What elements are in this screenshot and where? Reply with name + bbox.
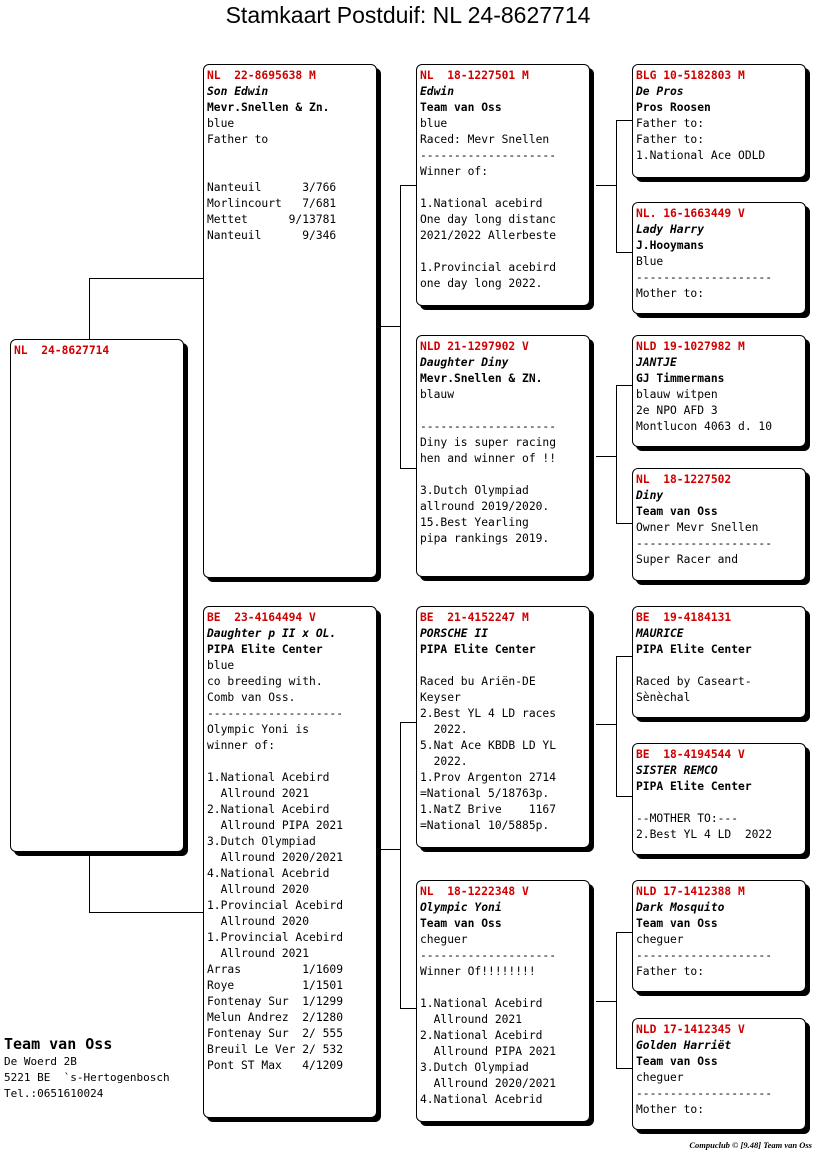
info-line: Father to: [207, 133, 269, 146]
pigeon-name: Golden Harriët: [636, 1039, 732, 1052]
info-line: winner of:: [207, 739, 276, 752]
info-line: cheguer: [636, 1071, 684, 1084]
ring-number: NLD 17-1412345 V: [636, 1023, 745, 1036]
pigeon-card-sire-sire: [416, 64, 590, 306]
breeder-name: Mevr.Snellen & Zn.: [207, 101, 330, 114]
page-title: Stamkaart Postduif: NL 24-8627714: [225, 2, 591, 28]
ring-number: BE 18-4194544 V: [636, 748, 745, 761]
breeder-name: Team van Oss: [420, 917, 502, 930]
pigeon-name: Diny: [636, 489, 664, 502]
info-line: pipa rankings 2019.: [420, 532, 550, 545]
info-line: 15.Best Yearling: [420, 516, 529, 529]
info-line: Nanteuil 9/346: [207, 229, 337, 242]
info-line: Father to:: [636, 117, 705, 130]
info-line: Sènèchal: [636, 691, 691, 704]
info-line: Mettet 9/13781: [207, 213, 337, 226]
info-line: =National 10/5885p.: [420, 819, 550, 832]
info-line: cheguer: [636, 933, 684, 946]
info-line: [420, 180, 586, 196]
info-line: Fontenay Sur 1/1299: [207, 995, 344, 1008]
ring-number: BE 23-4164494 V: [207, 611, 316, 624]
connector: [89, 278, 90, 340]
pigeon-card-dds: [632, 880, 806, 992]
info-line: [636, 795, 802, 811]
info-line: --------------------: [636, 949, 773, 962]
info-line: Father to:: [636, 133, 705, 146]
info-line: Allround PIPA 2021: [207, 819, 344, 832]
info-line: Diny is super racing: [420, 436, 557, 449]
info-line: 5.Nat Ace KBDB LD YL: [420, 739, 557, 752]
pigeon-card-ddd: [632, 1018, 806, 1130]
ring-number: BE 19-4184131: [636, 611, 732, 624]
ring-number: NL 22-8695638 M: [207, 69, 316, 82]
ring-number: NL 18-1222348 V: [420, 885, 529, 898]
info-line: Allround 2020: [207, 915, 310, 928]
info-line: [207, 754, 373, 770]
info-line: blue: [420, 117, 448, 130]
connector: [596, 724, 616, 725]
info-line: --------------------: [420, 949, 557, 962]
ring-number: NLD 19-1027982 M: [636, 340, 745, 353]
pigeon-name: PORSCHE II: [420, 627, 489, 640]
info-line: 1.NatZ Brive 1167: [420, 803, 557, 816]
info-line: Allround 2020/2021: [420, 1077, 557, 1090]
pigeon-name: Edwin: [420, 85, 455, 98]
breeder-name: PIPA Elite Center: [207, 643, 323, 656]
info-line: 1.National Acebird: [420, 997, 543, 1010]
breeder-name: Team van Oss: [636, 505, 718, 518]
breeder-name: PIPA Elite Center: [636, 643, 752, 656]
breeder-name: J.Hooymans: [636, 239, 705, 252]
connector: [616, 385, 617, 523]
info-line: Winner Of!!!!!!!!: [420, 965, 536, 978]
connector: [616, 120, 617, 252]
info-line: Father to:: [636, 965, 705, 978]
pigeon-card-dam-sire: [416, 606, 590, 848]
pigeon-card-dam: [203, 606, 377, 1118]
ring-number: NLD 21-1297902 V: [420, 340, 529, 353]
pigeon-name: Son Edwin: [207, 85, 269, 98]
info-line: 2021/2022 Allerbeste: [420, 229, 557, 242]
info-line: Allround 2020/2021: [207, 851, 344, 864]
ring-number: NL 24-8627714: [14, 344, 110, 357]
ring-number: BLG 10-5182803 M: [636, 69, 745, 82]
info-line: Mother to:: [636, 287, 705, 300]
info-line: [207, 164, 373, 180]
pigeon-name: Olympic Yoni: [420, 901, 502, 914]
info-line: Melun Andrez 2/1280: [207, 1011, 344, 1024]
breeder-name: GJ Timmermans: [636, 372, 725, 385]
info-line: Allround PIPA 2021: [420, 1045, 557, 1058]
info-line: 1.National Acebird: [207, 771, 330, 784]
connector: [596, 185, 616, 186]
pigeon-card-sire-dam: [416, 335, 590, 577]
info-line: --------------------: [420, 149, 557, 162]
owner-phone: Tel.:0651610024: [4, 1087, 104, 1100]
connector: [377, 326, 400, 327]
info-line: Blue: [636, 255, 664, 268]
info-line: Allround 2020: [207, 883, 310, 896]
ring-number: NL 18-1227502: [636, 473, 732, 486]
info-line: --MOTHER TO:---: [636, 812, 739, 825]
info-line: 1.Provincial Acebird: [207, 931, 344, 944]
info-line: allround 2019/2020.: [420, 500, 550, 513]
info-line: one day long 2022.: [420, 277, 543, 290]
ring-number: BE 21-4152247 M: [420, 611, 529, 624]
info-line: [207, 148, 373, 164]
breeder-name: Pros Roosen: [636, 101, 711, 114]
pigeon-card-sdd: [632, 468, 806, 581]
info-line: 4.National Acebrid: [420, 1093, 543, 1106]
ring-number: NL 18-1227501 M: [420, 69, 529, 82]
pigeon-name: Dark Mosquito: [636, 901, 725, 914]
info-line: Roye 1/1501: [207, 979, 344, 992]
info-line: [420, 244, 586, 260]
info-line: 1.National Ace ODLD: [636, 149, 766, 162]
info-line: One day long distanc: [420, 213, 557, 226]
info-line: 2.Best YL 4 LD 2022: [636, 828, 773, 841]
owner-info: [4, 1034, 170, 1102]
info-line: 3.Dutch Olympiad: [420, 1061, 529, 1074]
ring-number: NLD 17-1412388 M: [636, 885, 745, 898]
info-line: Olympic Yoni is: [207, 723, 310, 736]
info-line: Allround 2021: [420, 1013, 523, 1026]
breeder-name: Team van Oss: [420, 101, 502, 114]
info-line: Allround 2021: [207, 787, 310, 800]
connector: [89, 278, 205, 279]
pigeon-name: MAURICE: [636, 627, 684, 640]
info-line: 3.Dutch Olympiad: [420, 484, 529, 497]
breeder-name: Mevr.Snellen & ZN.: [420, 372, 543, 385]
info-line: Nanteuil 3/766: [207, 181, 337, 194]
connector: [616, 932, 617, 1068]
pigeon-card-dsd: [632, 743, 806, 855]
info-line: 2e NPO AFD 3: [636, 404, 718, 417]
pigeon-card-sss: [632, 64, 806, 178]
connector: [596, 1001, 616, 1002]
info-line: 2.Best YL 4 LD races: [420, 707, 557, 720]
info-line: 1.Prov Argenton 2714: [420, 771, 557, 784]
info-line: co breeding with.: [207, 675, 323, 688]
pigeon-name: SISTER REMCO: [636, 764, 718, 777]
info-line: Owner Mevr Snellen: [636, 521, 759, 534]
info-line: 1.Provincial Acebird: [207, 899, 344, 912]
info-line: hen and winner of !!: [420, 452, 557, 465]
pigeon-card-ssd: [632, 202, 806, 314]
info-line: Montlucon 4063 d. 10: [636, 420, 773, 433]
footer-credit: Compuclub © [9.48] Team van Oss: [689, 1140, 812, 1150]
info-line: Arras 1/1609: [207, 963, 344, 976]
connector: [400, 185, 401, 468]
info-line: 2022.: [420, 723, 468, 736]
breeder-name: Team van Oss: [636, 1055, 718, 1068]
info-line: Morlincourt 7/681: [207, 197, 337, 210]
info-line: [420, 980, 586, 996]
info-line: --------------------: [636, 1087, 773, 1100]
info-line: blauw witpen: [636, 388, 718, 401]
connector: [89, 912, 205, 913]
owner-city: 5221 BE `s-Hertogenbosch: [4, 1071, 170, 1084]
pigeon-card-main: [10, 339, 184, 852]
owner-name: Team van Oss: [4, 1035, 113, 1053]
info-line: blue: [207, 117, 235, 130]
info-line: Super Racer and: [636, 553, 739, 566]
pigeon-card-dss: [632, 606, 806, 718]
info-line: 2.National Acebird: [420, 1029, 543, 1042]
pigeon-name: JANTJE: [636, 356, 677, 369]
pigeon-name: Daughter p II x OL.: [207, 627, 337, 640]
info-line: =National 5/18763p.: [420, 787, 550, 800]
owner-address: De Woerd 2B: [4, 1055, 77, 1068]
info-line: [636, 658, 802, 674]
connector: [400, 722, 401, 1008]
pigeon-name: De Pros: [636, 85, 684, 98]
info-line: blauw: [420, 388, 455, 401]
breeder-name: PIPA Elite Center: [636, 780, 752, 793]
info-line: [420, 658, 586, 674]
info-line: Raced bu Ariën-DE: [420, 675, 536, 688]
info-line: --------------------: [420, 420, 557, 433]
connector: [377, 849, 400, 850]
connector: [89, 852, 90, 912]
connector: [596, 456, 616, 457]
pigeon-name: Lady Harry: [636, 223, 705, 236]
info-line: [420, 467, 586, 483]
info-line: 2022.: [420, 755, 468, 768]
pigeon-card-dam-dam: [416, 880, 590, 1122]
info-line: --------------------: [207, 707, 344, 720]
info-line: --------------------: [636, 537, 773, 550]
info-line: Keyser: [420, 691, 461, 704]
info-line: Fontenay Sur 2/ 555: [207, 1027, 344, 1040]
info-line: 1.Provincial acebird: [420, 261, 557, 274]
info-line: --------------------: [636, 271, 773, 284]
connector: [616, 656, 617, 796]
pigeon-card-sire: [203, 64, 377, 578]
info-line: Pont ST Max 4/1209: [207, 1059, 344, 1072]
info-line: Breuil Le Ver 2/ 532: [207, 1043, 344, 1056]
pigeon-name: Daughter Diny: [420, 356, 509, 369]
breeder-name: PIPA Elite Center: [420, 643, 536, 656]
info-line: Winner of:: [420, 165, 489, 178]
info-line: Comb van Oss.: [207, 691, 296, 704]
info-line: 4.National Acebrid: [207, 867, 330, 880]
info-line: blue: [207, 659, 235, 672]
info-line: Allround 2021: [207, 947, 310, 960]
info-line: 2.National Acebird: [207, 803, 330, 816]
info-line: Raced: Mevr Snellen: [420, 133, 550, 146]
breeder-name: Team van Oss: [636, 917, 718, 930]
info-line: [420, 403, 586, 419]
ring-number: NL. 16-1663449 V: [636, 207, 745, 220]
info-line: Raced by Caseart-: [636, 675, 752, 688]
info-line: 1.National acebird: [420, 197, 543, 210]
info-line: cheguer: [420, 933, 468, 946]
info-line: Mother to:: [636, 1103, 705, 1116]
info-line: 3.Dutch Olympiad: [207, 835, 316, 848]
pigeon-card-sds: [632, 335, 806, 447]
